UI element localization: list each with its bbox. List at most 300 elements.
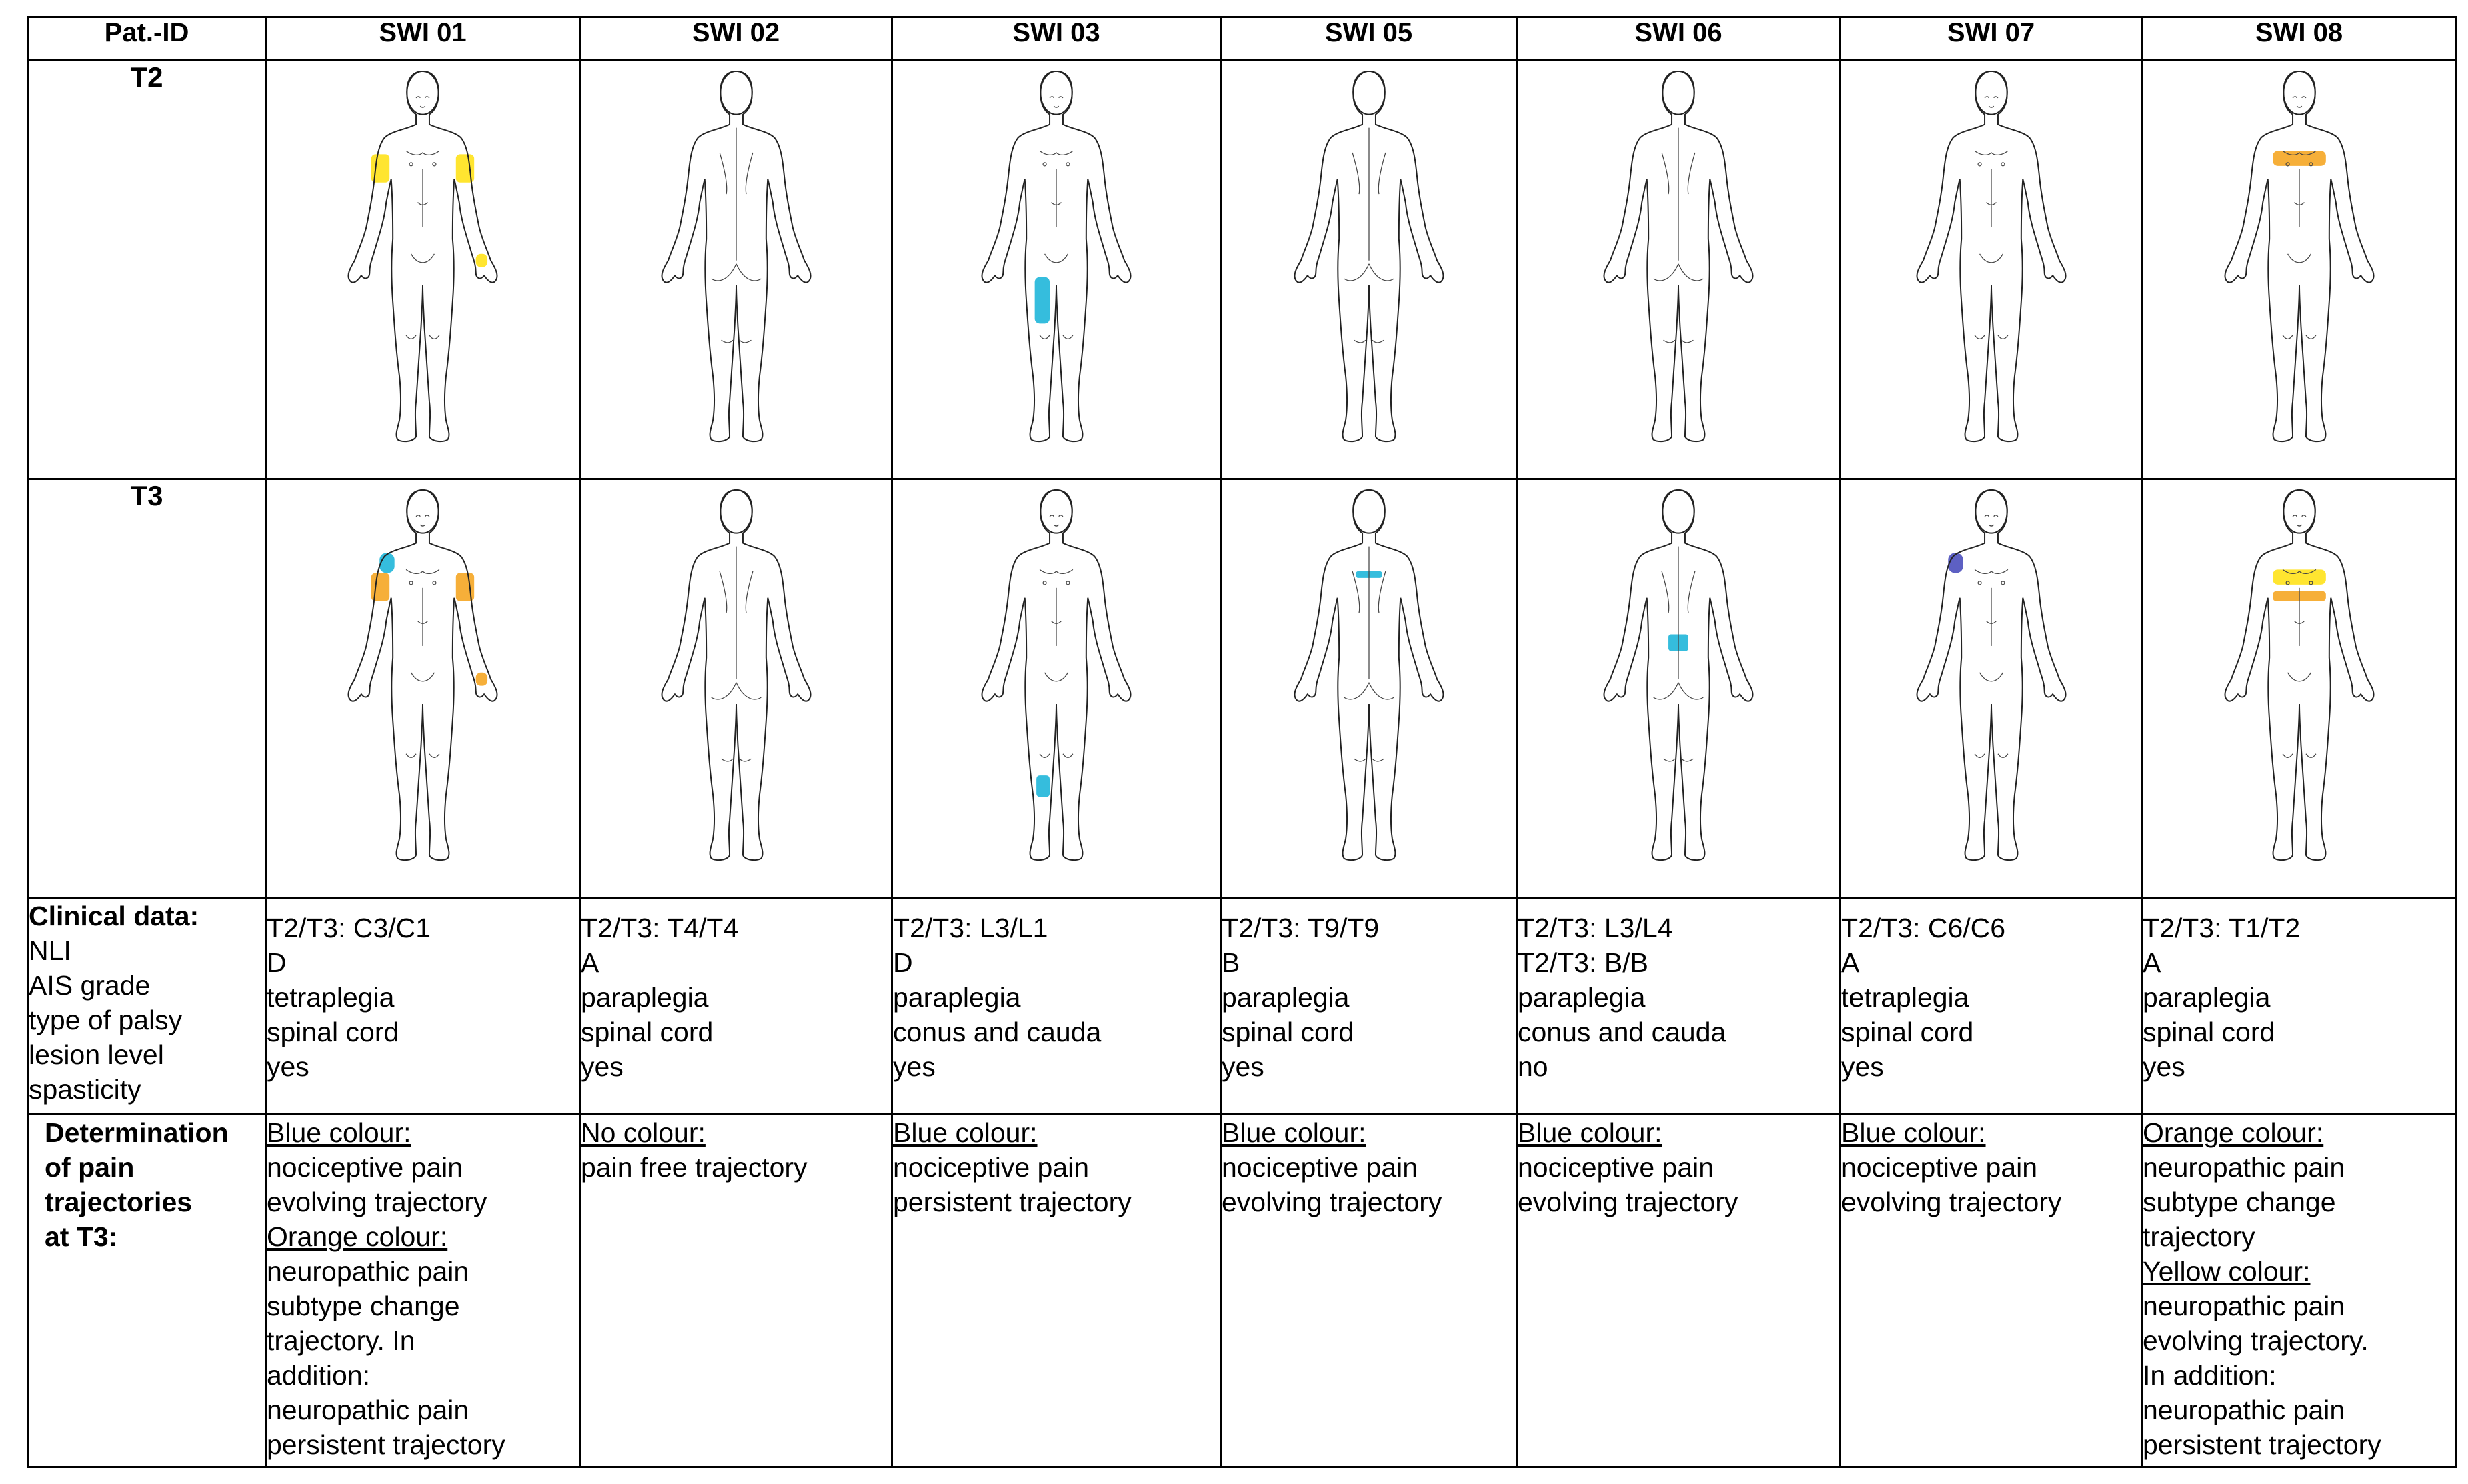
patient-header: SWI 01: [266, 17, 580, 61]
clinical-value: spinal cord: [267, 1017, 399, 1047]
trajectory-text: nociceptive pain: [1841, 1152, 2038, 1183]
body-outline: [1369, 598, 1400, 860]
colour-label: Blue colour:: [893, 1117, 1038, 1148]
body-detail-line: [1978, 581, 1981, 585]
pain-mark-blue: [379, 553, 394, 573]
clinical-value: paraplegia: [2143, 982, 2271, 1013]
body-detail-line: [1678, 264, 1703, 281]
body-chart-front: [323, 61, 523, 451]
body-detail-line: [721, 340, 732, 343]
clinical-value: A: [1841, 947, 1860, 978]
clinical-values: [580, 898, 892, 1115]
clinical-value: B: [1222, 947, 1240, 978]
body-detail-line: [1040, 754, 1050, 758]
clinical-value: no: [1518, 1051, 1548, 1082]
clinical-value: conus and cauda: [893, 1017, 1102, 1047]
body-outline: [1678, 71, 1753, 283]
body-detail-line: [416, 97, 429, 98]
body-detail-line: [1372, 759, 1383, 761]
body-outline: [1369, 71, 1444, 283]
determination-heading: trajectories: [45, 1187, 193, 1217]
clinical-value: yes: [1841, 1051, 1884, 1082]
body-chart-cell: [892, 61, 1221, 479]
body-chart-cell: [2142, 479, 2457, 898]
body-outline: [662, 71, 736, 283]
body-detail-line: [1063, 335, 1073, 339]
body-detail-line: [433, 581, 436, 585]
body-outline: [2267, 179, 2299, 441]
trajectory-text: persistent trajectory: [267, 1429, 505, 1460]
clinical-values: [266, 898, 580, 1115]
body-detail-line: [1043, 581, 1046, 585]
body-detail-line: [1985, 515, 1998, 517]
body-detail-line: [411, 254, 435, 263]
body-detail-line: [736, 264, 761, 281]
colour-label: No colour:: [581, 1117, 706, 1148]
clinical-label: AIS grade: [29, 970, 151, 1001]
pain-mark-orange: [2273, 151, 2326, 165]
clinical-value: paraplegia: [893, 982, 1021, 1013]
body-detail-line: [1066, 581, 1070, 585]
body-detail-line: [406, 335, 416, 339]
body-detail-line: [1045, 254, 1068, 263]
header-row: [28, 17, 2457, 61]
body-outline: [1991, 179, 2023, 441]
clinical-value: T2/T3: T9/T9: [1222, 913, 1380, 943]
clinical-value: T2/T3: T1/T2: [2143, 913, 2301, 943]
body-chart-cell: [580, 61, 892, 479]
clinical-value: yes: [2143, 1051, 2185, 1082]
clinical-value: spinal cord: [1841, 1017, 1974, 1047]
trajectory-text: subtype change: [267, 1291, 460, 1321]
body-outline: [423, 598, 454, 860]
clinical-value: paraplegia: [1518, 982, 1646, 1013]
body-outline: [1056, 490, 1131, 701]
body-detail-line: [1040, 569, 1073, 573]
body-detail-line: [1054, 525, 1058, 526]
body-detail-line: [1688, 571, 1695, 613]
body-outline: [1056, 71, 1131, 283]
body-outline: [736, 71, 811, 283]
trajectory-text: In addition:: [2143, 1360, 2277, 1391]
body-detail-line: [1975, 754, 1985, 758]
body-chart-back: [1578, 61, 1778, 451]
body-outline: [1337, 179, 1368, 441]
body-detail-line: [1989, 106, 1993, 107]
body-detail-line: [1997, 754, 2007, 758]
head-outline: [1353, 71, 1384, 115]
trajectory-text: evolving trajectory: [267, 1187, 487, 1217]
body-detail-line: [1063, 754, 1073, 758]
body-detail-line: [1050, 97, 1063, 98]
clinical-values: [1517, 898, 1840, 1115]
body-detail-line: [1662, 153, 1669, 194]
body-detail-line: [1066, 163, 1070, 166]
body-detail-line: [1354, 759, 1365, 761]
body-chart-cell: [1221, 61, 1517, 479]
trajectory-text: pain free trajectory: [581, 1152, 808, 1183]
determination-values: [892, 1115, 1221, 1467]
determination-values: [580, 1115, 892, 1467]
body-chart-back: [1269, 480, 1469, 870]
patient-header: SWI 02: [580, 17, 892, 61]
body-detail-line: [1664, 759, 1675, 761]
body-chart-cell: [1840, 479, 2142, 898]
clinical-value: yes: [267, 1051, 309, 1082]
clinical-value: T2/T3: L3/L1: [893, 913, 1048, 943]
head-outline: [1040, 71, 1072, 115]
body-outline: [1959, 179, 1991, 441]
body-detail-line: [2305, 335, 2315, 339]
body-detail-line: [2297, 106, 2301, 107]
body-chart-front: [1891, 480, 2091, 870]
body-detail-line: [1369, 264, 1394, 281]
trajectory-text: neuropathic pain: [267, 1395, 469, 1425]
body-detail-line: [1997, 335, 2007, 339]
body-chart-front: [2199, 61, 2399, 451]
body-detail-line: [2283, 335, 2293, 339]
clinical-value: spinal cord: [2143, 1017, 2275, 1047]
head-outline: [1040, 490, 1072, 533]
clinical-value: T2/T3: C3/C1: [267, 913, 431, 943]
clinical-label: NLI: [29, 935, 71, 966]
clinical-value: T2/T3: L3/L4: [1518, 913, 1673, 943]
body-detail-line: [746, 153, 753, 194]
trajectory-text: nociceptive pain: [267, 1152, 463, 1183]
body-detail-line: [1352, 153, 1360, 194]
body-chart-cell: [1221, 479, 1517, 898]
body-outline: [1056, 179, 1088, 441]
body-outline: [1959, 598, 1991, 860]
t2-row: [28, 61, 2457, 479]
body-outline: [1991, 71, 2066, 283]
body-detail-line: [406, 569, 439, 573]
trajectory-text: trajectory: [2143, 1221, 2255, 1252]
body-outline: [736, 598, 768, 860]
body-detail-line: [1372, 340, 1383, 343]
body-detail-line: [416, 515, 429, 517]
body-detail-line: [429, 754, 439, 758]
clinical-value: yes: [1222, 1051, 1264, 1082]
trajectory-text: evolving trajectory.: [2143, 1325, 2369, 1356]
body-detail-line: [746, 571, 753, 613]
clinical-value: yes: [893, 1051, 936, 1082]
body-detail-line: [1043, 163, 1046, 166]
body-detail-line: [1045, 673, 1068, 681]
body-detail-line: [420, 106, 425, 107]
pain-mark-yellow: [476, 254, 487, 267]
clinical-value: T2/T3: B/B: [1518, 947, 1648, 978]
body-outline: [1604, 71, 1678, 283]
pain-mark-blue: [1035, 277, 1050, 324]
body-detail-line: [411, 673, 435, 681]
body-detail-line: [2305, 754, 2315, 758]
body-chart-cell: [1840, 61, 2142, 479]
body-detail-line: [1662, 571, 1669, 613]
body-outline: [1917, 71, 1991, 283]
trajectory-text: persistent trajectory: [893, 1187, 1132, 1217]
trajectory-text: neuropathic pain: [2143, 1395, 2345, 1425]
body-detail-line: [711, 683, 736, 699]
trajectory-text: neuropathic pain: [267, 1256, 469, 1287]
body-chart-cell: [1517, 479, 1840, 898]
head-outline: [1662, 490, 1694, 533]
body-outline: [2299, 71, 2374, 283]
colour-label: Blue colour:: [267, 1117, 411, 1148]
t3-label: T3: [28, 479, 266, 898]
t2-label: T2: [28, 61, 266, 479]
body-detail-line: [1682, 759, 1693, 761]
head-outline: [1662, 71, 1694, 115]
body-outline: [1337, 598, 1368, 860]
patient-header: SWI 07: [1840, 17, 2142, 61]
clinical-value: T2/T3: T4/T4: [581, 913, 739, 943]
head-outline: [720, 490, 752, 533]
body-outline: [423, 179, 454, 441]
body-chart-back: [1578, 480, 1778, 870]
body-chart-front: [323, 480, 523, 870]
body-outline: [2299, 598, 2331, 860]
clinical-values: [1840, 898, 2142, 1115]
t3-row: [28, 479, 2457, 898]
body-chart-cell: [2142, 61, 2457, 479]
head-outline: [720, 71, 752, 115]
body-detail-line: [1979, 673, 2003, 681]
clinical-value: spinal cord: [1222, 1017, 1354, 1047]
clinical-value: conus and cauda: [1518, 1017, 1726, 1047]
body-detail-line: [1975, 335, 1985, 339]
clinical-label: spasticity: [29, 1074, 141, 1105]
body-outline: [2225, 71, 2299, 283]
trajectory-text: neuropathic pain: [2143, 1291, 2345, 1321]
body-outline: [1369, 179, 1400, 441]
body-outline: [704, 179, 736, 441]
body-detail-line: [2283, 754, 2293, 758]
pain-mark-yellow: [2273, 569, 2326, 584]
body-chart-cell: [1517, 61, 1840, 479]
body-detail-line: [1688, 153, 1695, 194]
pain-trajectory-table: [27, 16, 2457, 1468]
clinical-values: [1221, 898, 1517, 1115]
body-detail-line: [1344, 264, 1368, 281]
body-detail-line: [1040, 335, 1050, 339]
determination-heading: Determination: [45, 1117, 229, 1148]
body-outline: [1294, 71, 1369, 283]
trajectory-text: nociceptive pain: [1222, 1152, 1418, 1183]
clinical-heading: Clinical data:: [29, 901, 199, 931]
determination-values: [1517, 1115, 1840, 1467]
body-detail-line: [409, 163, 413, 166]
body-outline: [2267, 598, 2299, 860]
patient-header: SWI 03: [892, 17, 1221, 61]
determination-values: [2142, 1115, 2457, 1467]
body-detail-line: [1369, 683, 1394, 699]
body-detail-line: [1985, 97, 1998, 98]
head-outline: [1975, 490, 2007, 533]
body-detail-line: [406, 151, 439, 155]
clinical-value: paraplegia: [1222, 982, 1350, 1013]
body-detail-line: [2287, 254, 2311, 263]
trajectory-text: subtype change: [2143, 1187, 2336, 1217]
pain-mark-orange: [476, 673, 487, 686]
body-detail-line: [433, 163, 436, 166]
colour-label: Blue colour:: [1518, 1117, 1662, 1148]
body-detail-line: [1050, 515, 1063, 517]
body-outline: [1369, 490, 1444, 701]
clinical-value: tetraplegia: [267, 982, 395, 1013]
body-detail-line: [2297, 525, 2301, 526]
body-detail-line: [1354, 340, 1365, 343]
body-detail-line: [429, 335, 439, 339]
patient-header: SWI 05: [1221, 17, 1517, 61]
body-chart-back: [636, 480, 836, 870]
body-detail-line: [409, 581, 413, 585]
body-detail-line: [1989, 525, 1993, 526]
body-outline: [1917, 490, 1991, 701]
trajectory-text: nociceptive pain: [1518, 1152, 1714, 1183]
trajectory-text: evolving trajectory: [1222, 1187, 1442, 1217]
body-detail-line: [2293, 515, 2306, 517]
clinical-value: paraplegia: [581, 982, 709, 1013]
colour-label: Blue colour:: [1222, 1117, 1366, 1148]
clinical-value: yes: [581, 1051, 624, 1082]
body-detail-line: [2293, 97, 2306, 98]
body-outline: [391, 598, 423, 860]
body-chart-cell: [892, 479, 1221, 898]
clinical-value: A: [2143, 947, 2161, 978]
body-detail-line: [2001, 163, 2004, 166]
body-detail-line: [1040, 151, 1073, 155]
body-chart-cell: [266, 61, 580, 479]
body-detail-line: [1664, 340, 1675, 343]
determination-values: [266, 1115, 580, 1467]
body-outline: [1294, 490, 1369, 701]
body-chart-front: [956, 61, 1156, 451]
clinical-value: A: [581, 947, 599, 978]
patient-grid: [27, 16, 2457, 1468]
trajectory-text: addition:: [267, 1360, 371, 1391]
body-detail-line: [1682, 340, 1693, 343]
clinical-values: [2142, 898, 2457, 1115]
body-outline: [736, 490, 811, 701]
head-outline: [407, 71, 438, 115]
body-outline: [1678, 490, 1753, 701]
body-chart-back: [1269, 61, 1469, 451]
body-outline: [391, 179, 423, 441]
colour-label: Blue colour:: [1841, 1117, 1986, 1148]
body-chart-cell: [266, 479, 580, 898]
body-detail-line: [1975, 569, 2008, 573]
clinical-label: type of palsy: [29, 1005, 183, 1035]
determination-values: [1221, 1115, 1517, 1467]
body-chart-front: [1891, 61, 2091, 451]
body-detail-line: [720, 153, 727, 194]
body-detail-line: [1054, 106, 1058, 107]
body-detail-line: [711, 264, 736, 281]
determination-row: [28, 1115, 2457, 1467]
body-detail-line: [406, 754, 416, 758]
determination-heading: of pain: [45, 1152, 135, 1183]
head-outline: [407, 490, 438, 533]
body-detail-line: [1344, 683, 1368, 699]
trajectory-text: trajectory. In: [267, 1325, 415, 1356]
body-detail-line: [1378, 153, 1386, 194]
body-detail-line: [1979, 254, 2003, 263]
body-outline: [1647, 179, 1678, 441]
body-detail-line: [420, 525, 425, 526]
clinical-value: tetraplegia: [1841, 982, 1969, 1013]
body-outline: [1678, 179, 1710, 441]
clinical-value: T2/T3: C6/C6: [1841, 913, 2006, 943]
body-detail-line: [1654, 264, 1678, 281]
determination-heading: at T3:: [45, 1221, 118, 1252]
trajectory-text: evolving trajectory: [1841, 1187, 2062, 1217]
body-outline: [704, 598, 736, 860]
pain-mark-blue: [1036, 775, 1050, 797]
pain-mark-violet: [1948, 553, 1963, 573]
trajectory-text: nociceptive pain: [893, 1152, 1090, 1183]
body-detail-line: [2287, 673, 2311, 681]
body-detail-line: [720, 571, 727, 613]
clinical-label-cell: [28, 898, 266, 1115]
body-outline: [1056, 598, 1088, 860]
head-outline: [1975, 71, 2007, 115]
colour-label: Orange colour:: [2143, 1117, 2324, 1148]
clinical-label: lesion level: [29, 1039, 164, 1070]
clinical-row: [28, 898, 2457, 1115]
body-detail-line: [2001, 581, 2004, 585]
body-outline: [982, 71, 1056, 283]
body-chart-cell: [580, 479, 892, 898]
colour-label: Orange colour:: [267, 1221, 448, 1252]
body-detail-line: [721, 759, 732, 761]
body-outline: [662, 490, 736, 701]
body-detail-line: [739, 759, 750, 761]
body-outline: [1604, 490, 1678, 701]
head-outline: [1353, 490, 1384, 533]
patient-header: SWI 08: [2142, 17, 2457, 61]
body-detail-line: [1678, 683, 1703, 699]
determination-label-cell: [28, 1115, 266, 1467]
clinical-value: D: [267, 947, 287, 978]
body-detail-line: [739, 340, 750, 343]
clinical-value: spinal cord: [581, 1017, 714, 1047]
trajectory-text: evolving trajectory: [1518, 1187, 1738, 1217]
body-outline: [1025, 598, 1056, 860]
body-detail-line: [1978, 163, 1981, 166]
patient-header: SWI 06: [1517, 17, 1840, 61]
clinical-value: D: [893, 947, 913, 978]
body-detail-line: [736, 683, 761, 699]
body-outline: [736, 179, 768, 441]
body-outline: [1991, 598, 2023, 860]
determination-values: [1840, 1115, 2142, 1467]
body-chart-back: [636, 61, 836, 451]
body-detail-line: [1975, 151, 2008, 155]
body-chart-front: [2199, 480, 2399, 870]
clinical-values: [892, 898, 1221, 1115]
trajectory-text: persistent trajectory: [2143, 1429, 2381, 1460]
head-outline: [2283, 490, 2315, 533]
trajectory-text: neuropathic pain: [2143, 1152, 2345, 1183]
body-outline: [2299, 179, 2331, 441]
body-chart-front: [956, 480, 1156, 870]
body-outline: [982, 490, 1056, 701]
body-outline: [1991, 490, 2066, 701]
colour-label: Yellow colour:: [2143, 1256, 2311, 1287]
head-outline: [2283, 71, 2315, 115]
body-detail-line: [1654, 683, 1678, 699]
